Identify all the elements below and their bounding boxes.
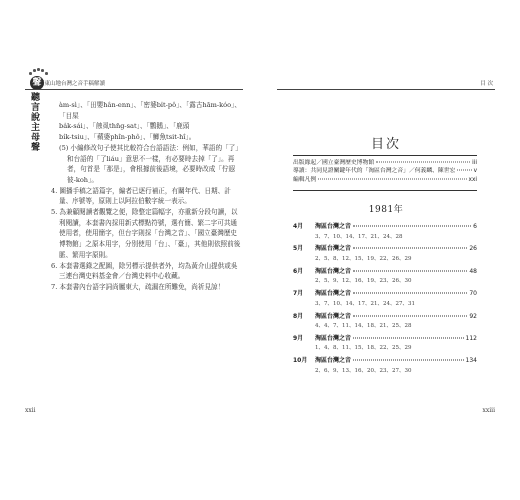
toc-leader [353,270,467,271]
toc-month: 7月 [293,290,304,298]
toc-month-row [293,355,477,364]
note-paragraph: 7. 本套書內台語字詞尚屬東大，疏漏在所難免，尚祈見諒！ [51,282,225,291]
toc-year-heading: 1981年 [368,205,404,215]
toc-month-title: 淘區台灣之音 [315,334,352,342]
toc-month-title: 淘區台灣之音 [315,245,352,253]
toc-month-page: 70 [469,290,477,298]
toc-issue-dates: 2、6、9、13、16、20、23、27、30 [315,367,412,374]
toc-leader [353,293,467,294]
note-paragraph: bi̍k-tsiu」、「蘋婆phîn-phô」、「鯽魚tsit-hî」。 [59,133,196,142]
toc-title: 目次 [370,137,401,152]
toc-entry[interactable] [293,176,477,184]
left-page-number: xxii [25,407,36,414]
toc-leader [318,178,466,179]
toc-month: 4月 [293,223,304,230]
toc-month-row [293,311,477,320]
toc-entry-label: 出版緣起／國立臺灣歷史博物館 [293,160,375,166]
editorial-notes [51,100,241,293]
toc-leader [457,170,471,171]
toc-month-title: 淘區台灣之音 [315,267,352,275]
note-paragraph: 6. 本套書選錄之配圖，除另標示提供者外，均為黃介山提供或吳三連台灣史料基金會／台灣史料中心收藏。 [51,261,238,281]
toc-month-row [293,266,477,275]
right-header-text: 目 次 [480,81,493,87]
toc-month: 9月 [293,334,304,342]
toc-month-entry[interactable] [293,288,477,310]
left-page [25,78,243,414]
note-paragraph: ba̍k-sái」、「蝕虱thn̄g-sat」、「鸚鵝」、「鹿頭 [59,122,190,131]
toc-month-row [293,333,477,342]
note-paragraph: àm-sì」、「田嬰hân-enn」、「密婆bi̍t-pô」、「露古hām-kóo」、「目屎 [59,101,241,120]
vertical-series-title: 聽言說主母聲 [31,93,41,153]
toc-month-entry[interactable] [293,311,477,333]
toc-month: 10月 [293,357,308,365]
toc-leader [353,360,464,361]
toc-entry-label: 編輯凡例 [293,176,317,183]
toc-top-rule [293,155,477,156]
toc-issue-dates: 4、4、7、11、14、18、21、25、28 [315,323,412,330]
left-header-text: 臺東山地台灣之音手稿解讀 [39,81,106,87]
toc-entry[interactable] [293,167,477,175]
toc-month-page: 112 [465,334,477,342]
toc-month-title: 淘區台灣之音 [315,312,352,320]
toc-entry-page: v [473,168,477,175]
toc-issue-dates: 2、5、8、12、15、19、22、26、29 [315,255,412,262]
note-paragraph: 5. 為兼顧閱讀者觀覽之便，除整定篇幅字，亦重新分段句讀，以利閱讀，本套書內採用新式標點符號，選有簡、繁二字可共通使用者，使用簡字，但台字則採「台灣之音」、「國立臺灣歷史博物館」之原本用字，分別使用「台」、「臺」，其他則依照前後脈、繁用字原則。 [51,208,241,259]
left-running-header [25,78,243,90]
toc-month-entry[interactable] [293,266,477,288]
note-paragraph: 4. 圖播手稿之語篇字，編者已逐行補正，有關年代、日期、計量、序號等，原則上以阿拉伯數字統一表示。 [51,186,231,206]
toc-month-row [293,288,477,297]
toc-leader [376,162,470,163]
toc-month-row [293,243,477,252]
toc-month-page: 6 [473,223,477,230]
toc-month-title: 淘區台灣之音 [315,357,352,365]
toc-month: 6月 [293,267,304,275]
toc-month-title: 淘區台灣之音 [315,223,352,230]
toc-bottom-rule [293,190,477,191]
toc-issue-dates: 3、7、10、14、17、21、24、28 [315,233,403,240]
toc-month-page: 92 [469,312,477,320]
toc-entry-label: 導讀：共同見證關鍵年代的「淘區台灣之音」／何義麟、陳世宏 [293,168,456,175]
logo-dots [27,68,47,76]
toc-month-entry[interactable] [293,243,477,265]
toc-issue-dates: 1、4、8、11、15、18、22、25、29 [315,345,412,352]
book-logo: 聲 [30,76,44,90]
toc-entry-page: xxi [468,176,477,183]
toc-month-entry[interactable] [293,221,477,243]
toc-month-list [293,221,477,378]
toc-month-title: 淘區台灣之音 [315,290,352,298]
toc-month: 8月 [293,312,304,320]
toc-month-entry[interactable] [293,355,477,377]
toc-entry-page: iii [472,160,477,166]
right-page [277,78,495,414]
toc-month-page: 48 [469,267,477,275]
toc-month: 5月 [293,245,304,253]
right-running-header [277,78,495,90]
right-page-number: xxiii [482,407,495,414]
note-paragraph: (5) 小編修改句子使其比較符合台語語法：例如，華語的「了」和台語的「了liáu」意思不一樣，有必要時去掉「了」。再者，句首是「那是」，會根據前後語境，必要時改成「佇遐彼-koh」。 [59,143,239,184]
toc-issue-dates: 2、5、9、12、16、19、23、26、30 [315,278,412,285]
toc-front-matter [293,159,477,184]
toc-month-row [293,221,477,230]
toc-leader [353,226,471,227]
toc-leader [353,248,467,249]
toc-entry[interactable] [293,159,477,167]
toc-issue-dates: 3、7、10、14、17、21、24、27、31 [315,300,415,307]
toc-leader [353,337,464,338]
toc-month-page: 26 [469,245,477,253]
toc-leader [353,315,467,316]
toc-month-page: 134 [465,357,477,365]
toc-month-entry[interactable] [293,333,477,355]
